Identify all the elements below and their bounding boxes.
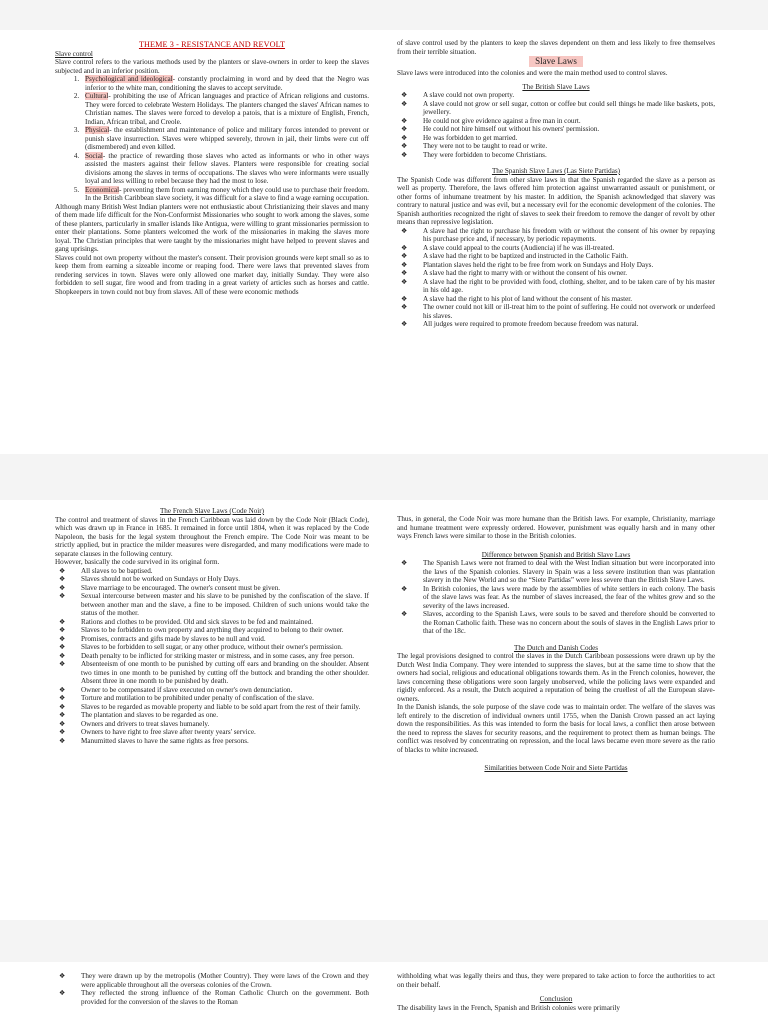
method-text: - prohibiting the use of African languages and practice of African religions and customs. They were forced to celebrate Western Holidays. The planters changed the slaves' African names to Christian names. The slaves were forced to develop a patois, that is a mixture of English, French, Indian, African tribal, and Creole. bbox=[85, 92, 369, 126]
british-laws-heading: The British Slave Laws bbox=[522, 82, 590, 91]
list-item: ❖ Slaves to be forbidden to own property and anything they acquired to belong to their owner. bbox=[55, 626, 369, 635]
page3-left-column bbox=[55, 972, 369, 1006]
list-item: ❖ A slave had the right to be baptized and instructed in the Catholic Faith. bbox=[397, 252, 715, 261]
list-item: ❖ A slave could not own property. bbox=[397, 91, 715, 100]
control-method-item bbox=[81, 126, 369, 152]
list-item: ❖ Death penalty to be inflicted for striking master or mistress, and in some cases, any free person. bbox=[55, 652, 369, 661]
slave-laws-intro: Slave laws were introduced into the colonies and were the main method used to control slaves. bbox=[397, 69, 668, 77]
missionaries-paragraph: Although many British West Indian planters were not enthusiastic about Christianizing their slaves and many of them made life difficult for the Non-Conformist Missionaries who sought to work among the slaves, some of these planters, particularly in smaller islands like Antigua, were willing to grant missionaries permission to enter their plantations. Some planters welcomed the work of the missionaries in making the slaves more loyal. The Christian principles that were taught by the missionaries might have helped to prevent slaves and gang uprisings. bbox=[55, 202, 369, 253]
method-text: - the practice of rewarding those slaves who acted as informants or who in other ways assisted the masters against their fellow slaves. Planters were responsible for creating social divisions among the slaves in terms of occupations. The slaves who were informants were usually loyal and less willing to rebel because they had the most to lose. bbox=[85, 151, 369, 185]
list-item: ❖ Slaves to be forbidden to sell sugar, or any other produce, without their owner's permission. bbox=[55, 643, 369, 652]
method-text: - constantly proclaiming in word and by deed that the Negro was inferior to the white man, conditioning the slaves to accept servitude. bbox=[85, 75, 369, 92]
method-term: Psychological and ideological bbox=[85, 75, 173, 83]
french-laws-paragraph-2: However, basically the code survived in its original form. bbox=[55, 558, 220, 566]
list-item: ❖ They were not to be taught to read or write. bbox=[397, 142, 715, 151]
list-item: ❖ Promises, contracts and gifts made by slaves to be null and void. bbox=[55, 635, 369, 644]
similarities-heading: Similarities between Code Noir and Siete Partidas bbox=[484, 764, 628, 772]
list-item: ❖ In British colonies, the laws were made by the assemblies of white settlers in each colony. The basis of the slave laws was fear. As the number of slaves increased, the fear of the whites grew and so the severity of the laws increased. bbox=[397, 585, 715, 611]
property-paragraph: Slaves could not own property without the master's consent. Their provision grounds were kept small so as to keep them from earning a sizeable income or reaping food. There were laws that prevented slaves from rendering services in town. Slaves were only allowed one market day, initially Sunday. They were also forbidden to sell sugar, fire wood and from trading in a great variety of articles such as horses and cattle. Shopkeepers in town could not buy from slaves. All of these were economic methods bbox=[55, 253, 369, 296]
french-laws-list bbox=[55, 567, 369, 746]
list-item: ❖ They were forbidden to become Christians. bbox=[397, 151, 715, 160]
list-item: ❖ A slave had the right to marry with or without the consent of his owner. bbox=[397, 269, 715, 278]
list-item: ❖ All judges were required to promote freedom because freedom was natural. bbox=[397, 320, 715, 329]
page2-left-column bbox=[55, 507, 369, 745]
list-item: ❖ Slaves, according to the Spanish Laws, were souls to be saved and therefore should be converted to the Roman Catholic faith. These was no concern about the souls of slaves in the English Laws prior to that of the 18c. bbox=[397, 610, 715, 636]
theme-title: THEME 3 - RESISTANCE AND REVOLT bbox=[138, 40, 286, 49]
list-item: ❖ A slave could not grow or sell sugar, cotton or coffee but could sell things he made like baskets, pots, jewellery. bbox=[397, 100, 715, 117]
difference-heading: Difference between Spanish and British Slave Laws bbox=[481, 550, 631, 559]
page3-right-column bbox=[397, 972, 715, 1012]
code-noir-summary: Thus, in general, the Code Noir was more humane than the British laws. For example, Christianity, marriage and humane treatment were expressly ordered. However, punishment was equally harsh and in many other ways French laws were similar to those in the British colonies. bbox=[397, 515, 715, 540]
list-item: ❖ Manumitted slaves to have the same rights as free persons. bbox=[55, 737, 369, 746]
slave-laws-title: Slave Laws bbox=[529, 56, 583, 67]
list-item: ❖ The Spanish Laws were not framed to deal with the West Indian situation but were incorporated into the laws of the Spanish colonies. Slavery in Spain was a less severe institution than was plantation slavery in the New World and so the “Siete Partidas” were less severe than the British Slave Laws. bbox=[397, 559, 715, 585]
british-laws-list bbox=[397, 91, 715, 159]
list-item: ❖ He could not give evidence against a free man in court. bbox=[397, 117, 715, 126]
difference-list bbox=[397, 559, 715, 636]
similarities-list bbox=[55, 972, 369, 1006]
list-item: ❖ They reflected the strong influence of the Roman Catholic Church on the government. Both provided for the conversion of the slaves to the Roman bbox=[55, 989, 369, 1006]
method-term: Cultural bbox=[85, 92, 109, 100]
conclusion-paragraph: The disability laws in the French, Spanish and British colonies were primarily bbox=[397, 1003, 620, 1012]
list-item: ❖ Plantation slaves held the right to be free from work on Sundays and Holy Days. bbox=[397, 261, 715, 270]
list-item: ❖ Sexual intercourse between master and his slave to be punished by the confiscation of the slave. If between another man and the slave, a fine to be imposed. Children of such unions would take the status of the mother. bbox=[55, 592, 369, 618]
control-methods-list bbox=[55, 75, 369, 203]
list-item: ❖ The owner could not kill or ill-treat him to the point of suffering. He could not overwork or underfeed his slaves. bbox=[397, 303, 715, 320]
danish-codes-paragraph: In the Danish islands, the sole purpose of the slave code was to maintain order. The welfare of the slaves was left entirely to the discretion of individual owners until 1755, when the Danish Crown passed an act laying down the responsibilities. As this was intended to form the basis for local laws, a conflict then arose between the need to repress the slaves for security reasons, and the requirement to protect them as human beings. The conflict was resolved by concentrating on repression, and the local laws became even more severe as the ratio of blacks to white increased. bbox=[397, 703, 715, 754]
control-method-item bbox=[81, 152, 369, 186]
list-item: ❖ A slave had the right to purchase his freedom with or without the consent of his owner by repaying his purchase price and, if necessary, by periodic repayments. bbox=[397, 227, 715, 244]
list-item: ❖ Slaves should not be worked on Sundays or Holy Days. bbox=[55, 575, 369, 584]
list-item: ❖ A slave had the right to be provided with food, clothing, shelter, and to be taken care of by his master in his old age. bbox=[397, 278, 715, 295]
document-page-2 bbox=[0, 500, 768, 920]
list-item: ❖ A slave could appeal to the courts (Audiencia) if he was ill-treated. bbox=[397, 244, 715, 253]
slave-control-intro: Slave control refers to the various methods used by the planters or slave-owners in order to keep the slaves subjected and in an inferior position. bbox=[55, 58, 369, 75]
list-item: ❖ Owners and drivers to treat slaves humanely. bbox=[55, 720, 369, 729]
slave-control-heading: Slave control bbox=[55, 49, 93, 58]
control-method-item bbox=[81, 186, 369, 203]
french-laws-paragraph: The control and treatment of slaves in the French Caribbean was laid down by the Code Noir (Black Code), which was drawn up in France in 1685. It remained in force until 1804, when it was replaced by the Code Napoleon, the basis for the legal system throughout the French empire. The Code Noir was meant to be strictly applied, but in practice the milder measures were disregarded, and many modifications were made to separate clauses in the following century. bbox=[55, 515, 369, 558]
list-item: ❖ Torture and mutilation to be prohibited under penalty of confiscation of the slave. bbox=[55, 694, 369, 703]
list-item: ❖ He could not hire himself out without his owners' permission. bbox=[397, 125, 715, 134]
list-item: ❖ He was forbidden to get married. bbox=[397, 134, 715, 143]
list-item: ❖ A slave had the right to his plot of land without the consent of his master. bbox=[397, 295, 715, 304]
spanish-laws-paragraph: The Spanish Code was different from other slave laws in that the Spanish regarded the slave as a person as well as property. Therefore, the laws offered him protection against unwarranted assault or punishment, or other forms of inhumane treatment by his master. In addition, the Spanish acknowledged that slavery was contrary to natural justice and was evil, but a necessary evil for the economic development of the colonies. The Spanish authorities recognized the right of slaves to seek their freedom to remove the danger of revolt by other means than repressive legislation. bbox=[397, 175, 715, 226]
continuation-text: withholding what was legally theirs and thus, they were prepared to take action to force the authorities to act on their behalf. bbox=[397, 972, 715, 989]
list-item: ❖ Slave marriage to be encouraged. The owner's consent must be given. bbox=[55, 584, 369, 593]
document-page-3 bbox=[0, 962, 768, 1024]
french-laws-heading: The French Slave Laws (Code Noir) bbox=[159, 507, 265, 515]
list-item: ❖ All slaves to be baptised. bbox=[55, 567, 369, 576]
method-term: Physical bbox=[85, 126, 110, 134]
conclusion-heading: Conclusion bbox=[539, 995, 573, 1003]
page2-right-column bbox=[397, 515, 715, 773]
method-text: - the establishment and maintenance of police and military forces intended to prevent or punish slave insurrection. Slaves were whipped severely, thrown in jail, their limbs were cut off (dismembered) and even killed. bbox=[85, 126, 369, 151]
spanish-laws-heading: The Spanish Slave Laws (Las Siete Partidas) bbox=[491, 167, 621, 175]
page1-right-column bbox=[397, 39, 715, 329]
list-item: ❖ Owner to be compensated if slave executed on owner's own denunciation. bbox=[55, 686, 369, 695]
method-text: - preventing them from earning money which they could use to purchase their freedom. In the British Caribbean slave society, it was difficult for a slave to find a wage earning occupation. bbox=[85, 185, 369, 202]
dutch-danish-heading: The Dutch and Danish Codes bbox=[513, 643, 599, 652]
list-item: ❖ Rations and clothes to be provided. Old and sick slaves to be fed and maintained. bbox=[55, 618, 369, 627]
continuation-text: of slave control used by the planters to keep the slaves dependent on them and less likely to free themselves from their terrible situation. bbox=[397, 39, 715, 56]
document-page-1 bbox=[0, 30, 768, 454]
dutch-codes-paragraph: The legal provisions designed to control the slaves in the Dutch Caribbean possessions were drawn up by the Dutch West India Company. They were intended to suppress the slaves, but at the same time to show that the owners had social, religious and educational obligations towards them. As in the French colonies, however, the laws concerning these obligations were soon largely unobserved, while the policing laws were expanded and rigidly enforced. As a result, the Dutch acquired a reputation of being the cruellest of all the European slave-owners. bbox=[397, 652, 715, 703]
list-item: ❖ The plantation and slaves to be regarded as one. bbox=[55, 711, 369, 720]
list-item: ❖ Owners to have right to free slave after twenty years' service. bbox=[55, 728, 369, 737]
page1-left-column bbox=[55, 41, 369, 296]
method-term: Social bbox=[85, 151, 103, 160]
spanish-laws-list bbox=[397, 227, 715, 329]
control-method-item bbox=[81, 75, 369, 92]
list-item: ❖ Slaves to be regarded as movable property and liable to be sold apart from the rest of their family. bbox=[55, 703, 369, 712]
control-method-item bbox=[81, 92, 369, 126]
list-item: ❖ They were drawn up by the metropolis (Mother Country). They were laws of the Crown and they were applicable throughout all the overseas colonies of the Crown. bbox=[55, 972, 369, 989]
method-term: Economical bbox=[85, 185, 120, 194]
list-item: ❖ Absenteeism of one month to be punished by cutting off ears and branding on the shoulder. Absent two times in one month to be punished by cutting off the buttock and branding the other shoulder. Absent three in one month to be punished by death. bbox=[55, 660, 369, 686]
